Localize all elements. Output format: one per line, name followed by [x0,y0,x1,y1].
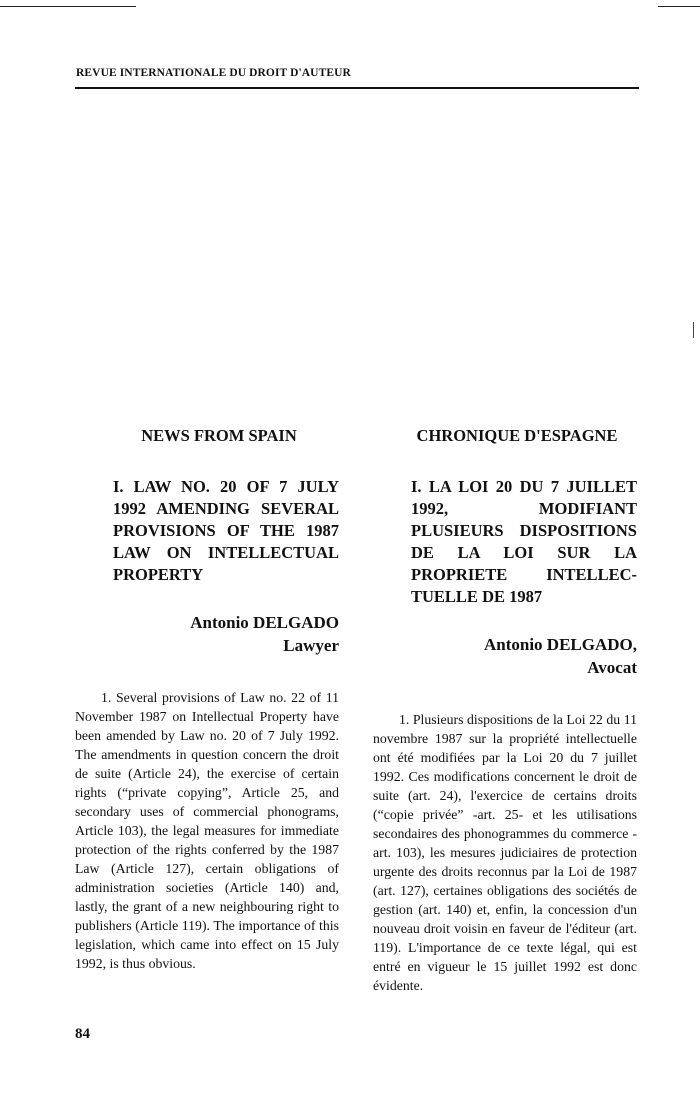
running-header: REVUE INTERNATIONALE DU DROIT D'AUTEUR [76,67,351,79]
french-article-title: I. LA LOI 20 DU 7 JUILLET 1992, MODIFIANT PLUSIEURS DISPOSITIONS DE LA LOI SUR LA PROPRIETE INTELLEC-TUELLE DE 1987 [411,477,637,606]
french-column [373,426,637,995]
page-number: 84 [75,1026,90,1042]
english-section-title: NEWS FROM SPAIN [141,426,297,445]
scan-edge-line-right [658,6,700,7]
scan-edge-line-left [0,6,136,7]
header-rule [75,87,639,89]
english-author-name: Antonio DELGADO [190,613,339,632]
english-author-role: Lawyer [283,636,339,655]
english-article-title: I. LAW NO. 20 OF 7 JULY 1992 AMENDING SEVERAL PROVISIONS OF THE 1987 LAW ON INTELLECTUAL PROPERTY [113,477,339,584]
english-paragraph-1: 1. Several provisions of Law no. 22 of 11 November 1987 on Intellectual Property have been amended by Law no. 20 of 7 July 1992. The amendments in question concern the droit de suite (Article 24), the exercise of certain rights (“private copying”, Article 25, and secondary uses of commercial phonograms, Article 103), the legal measures for immediate protection of the rights conferred by the 1987 Law (Article 127), certain obligations of administration societies (Article 140) and, lastly, the grant of a new neighbouring right to publishers (Article 119). The importance of this legislation, which came into effect on 15 July 1992, is thus obvious. [75,690,339,971]
french-author-role: Avocat [587,658,637,677]
french-paragraph-1: 1. Plusieurs dispositions de la Loi 22 du 11 novembre 1987 sur la propriété intellectuelle ont été modifiées par la Loi 20 du 7 juillet 1992. Ces modifications concernent le droit de suite (art. 24), l'exercice de certains droits (“copie privée” -art. 25- et les utilisations secondaires des phonogrammes du commerce -art. 103), les mesures judiciaires de protection urgente des droits reconnus par la Loi de 1987 (art. 127), certaines obligations des sociétés de gestion (art. 140) et, enfin, la concession d'un nouveau droit voisin en faveur de l'éditeur (art. 119). L'importance de ce texte légal, qui est entré en vigueur le 15 juillet 1992 est donc évidente. [373,712,637,993]
scan-edge-mark [693,322,694,338]
english-column [75,426,339,973]
french-section-title: CHRONIQUE D'ESPAGNE [416,426,618,445]
french-author-block [373,633,637,679]
french-author-name: Antonio DELGADO, [483,635,637,654]
english-author-block [75,611,339,657]
